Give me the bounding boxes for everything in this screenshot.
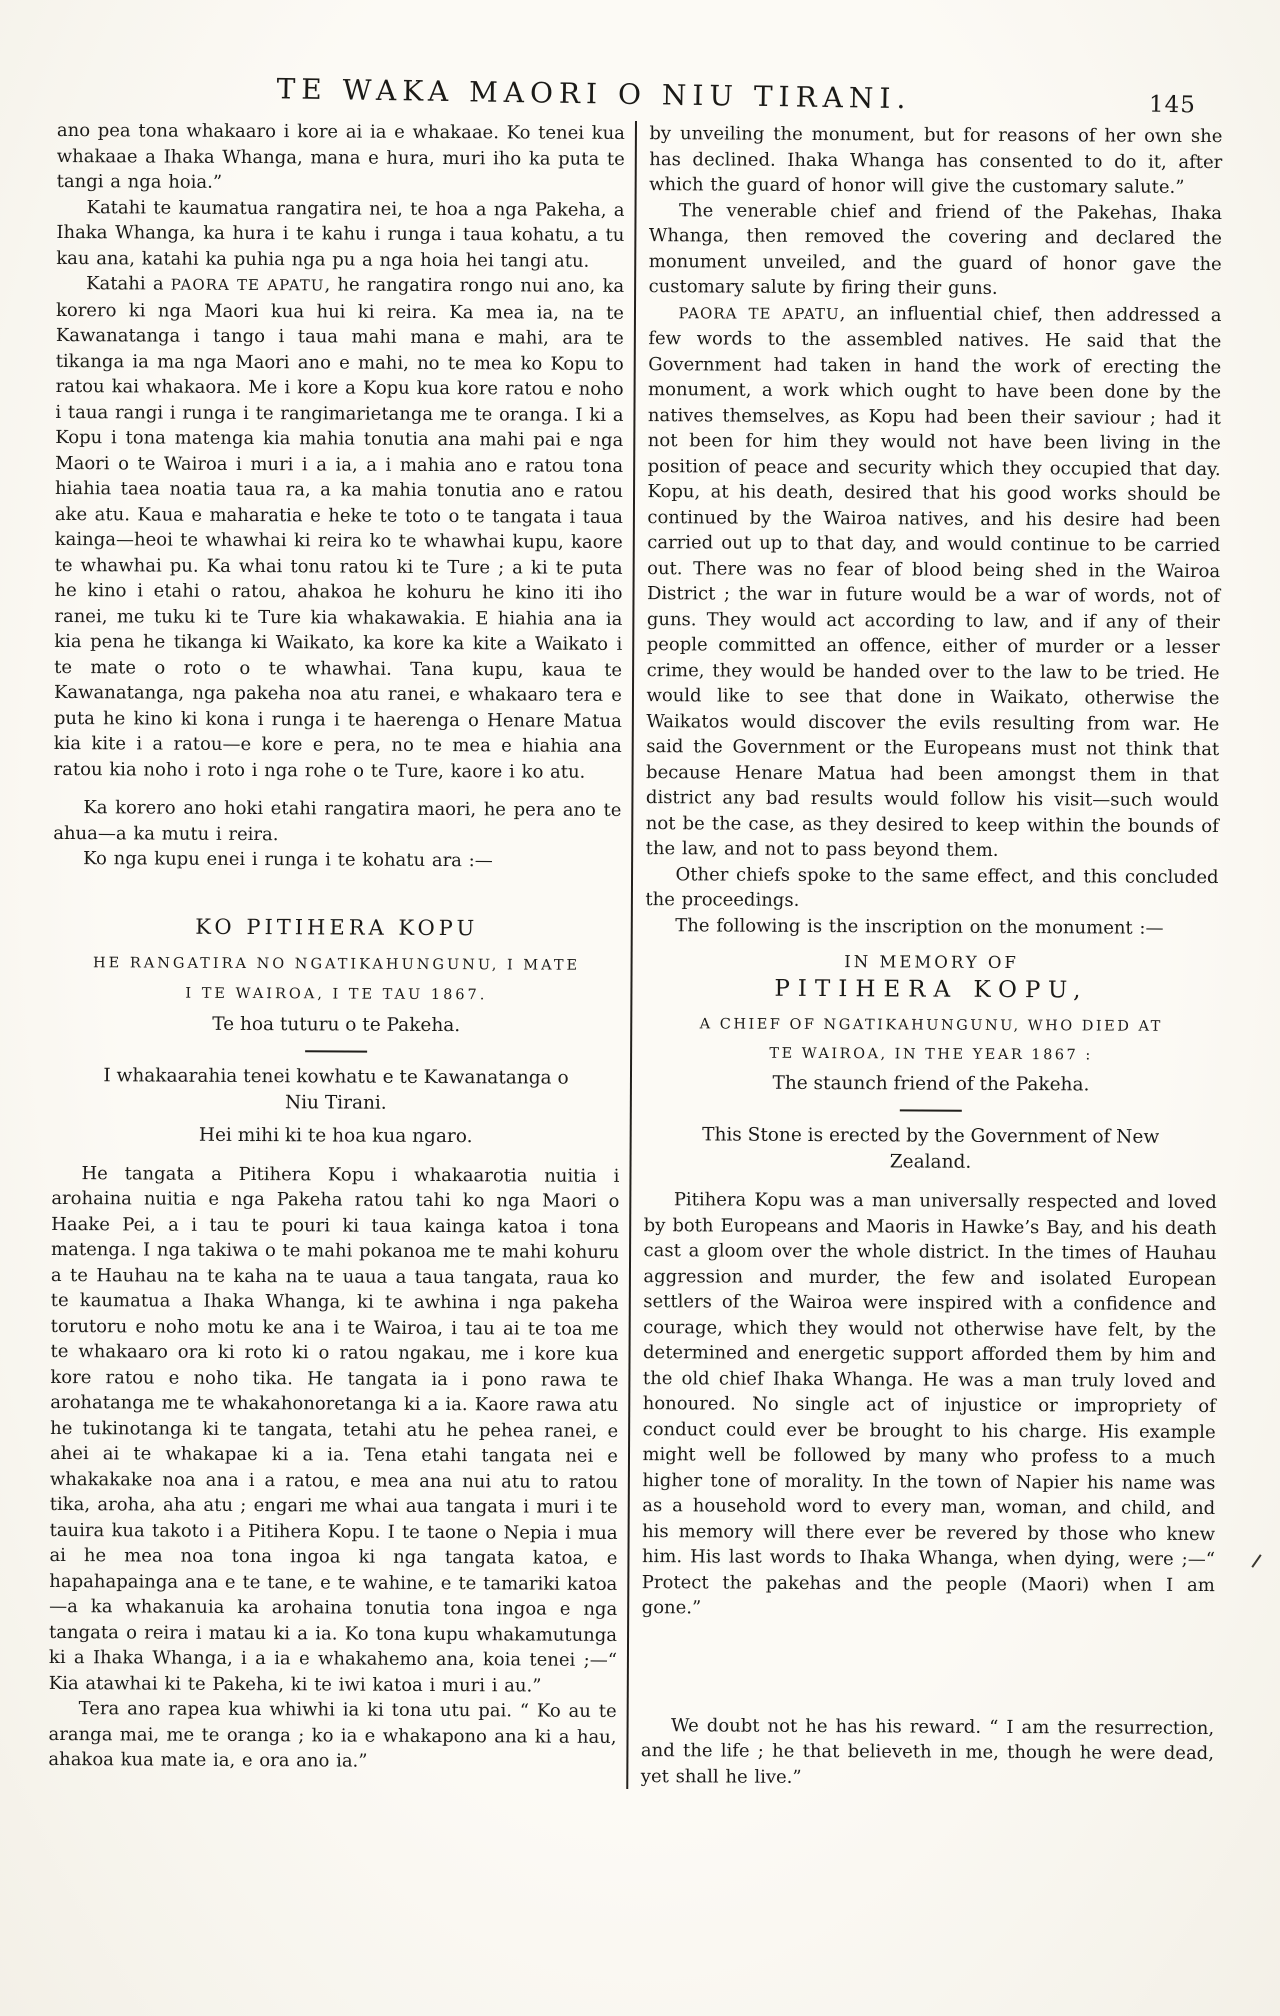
chief-name-smallcaps: PAORA TE APATU [678, 303, 840, 323]
page-title: TE WAKA MAORI O NIU TIRANI. [276, 72, 912, 116]
maori-dedication-line-1: I whakaarahia tenei kowhatu e te Kawanatanga o Niu Tirani. [103, 1064, 569, 1114]
maori-dedication-line-2: Hei mihi ki te hoa kua ngaro. [198, 1124, 473, 1147]
maori-para-scripture: Tera ano rapea kua whiwhi ia ki tona utu pai. “ Ko au te aranga mai, me te oranga ; ko ia e whakapono ana ki a hau, ahakoa kua mate ia, e ora ano ia.” [48, 1698, 617, 1772]
left-column-maori [48, 118, 625, 1789]
column-divider-rule [626, 121, 636, 1789]
english-para-scripture: We doubt not he has his reward. “ I am the resurrection, and the life ; he that believeth in me, though he were dead, yet shall he live.” [640, 1714, 1215, 1788]
stray-ink-mark [1251, 1554, 1261, 1567]
paragraph-body-text: , he rangatira rongo nui ano, ka korero ki nga Maori kua hui ki reira. Ka mea ia, na te Kawanatanga i tango i taua mahi mana e mahi, ara te tikanga ia ma nga Maori ano e mahi, no te mea ko Kopu to ratou kai whakaora. Me i kore a Kopu kua kore ratou e noho i taua rangi i runga i te rangimarietanga me te oranga. I ki a Kopu i tona matenga kia mahia tonutia ana mahi pai e nga Maori o te Wairoa i muri i a ia, a i mahia ano e ratou tona hiahia taea noatia taua ra, a ka mahia tonutia ano e ratou ake atu. Kaua e maharatia e heke te toto o te tangata i taua kainga—heoi te whawhai ki reira ko te whawhai kupu, kaore te whawhai pu. Ka whai tonu ratou ki te Ture ; a ki te puta he kino i etahi o ratou, ahakoa he kohuru he kino iti iho ranei, me tuku ki te Ture kia whakawakia. E hiahia ana ia kia pena he tikanga ki Waikato, ka kore ka kite a Waikato i te mate o roto o te whawhai. Tana kupu, kaua te Kawanatanga, nga pakeha noa atu ranei, e whakaaro tera e puta he kino ki kona i runga i te haerenga o Henare Matua kia kite i a ratou—e kore e pera, no te mea e hiahia ana ratou kia noho i roto i nga rohe o te Ture, kaore i ko atu. [53, 274, 625, 783]
maori-para-inscription-intro: Ko nga kupu enei i runga i te kohatu ara :— [83, 848, 493, 872]
english-para-other-chiefs: Other chiefs spoke to the same effect, and this concluded the proceedings. [645, 863, 1219, 911]
english-para-inscription-intro: The following is the inscription on the monument :— [675, 914, 1164, 939]
maori-inscription-line-1: HE RANGATIRA NO NGATIKAHUNGUNU, I MATE [92, 954, 581, 974]
english-dedication: This Stone is erected by the Government of New Zealand. [702, 1124, 1160, 1173]
english-para-continuation: by unveiling the monument, but for reasons of her own she has declined. Ihaka Whanga has consented to do it, after which the guard of honor will give the customary salute.” [649, 123, 1223, 198]
english-inscription-line-1: IN MEMORY OF [844, 952, 1019, 973]
english-para-eulogy: Pitihera Kopu was a man universally respected and loved by both Europeans and Maoris in Hawke’s Bay, and his death cast a gloom over the whole district. In the times of Hauhau aggression and murder, the few and isolated European settlers of the Wairoa were inspired with a confidence and courage, which they would not otherwise have felt, by the determined and energetic support afforded them by him and the old chief Ihaka Whanga. He was a man truly loved and honoured. No single act of injustice or impropriety of conduct could ever be brought to his charge. His example might well be followed by many who profess to a much higher tone of morality. In the town of Napier his name was as a household word to every man, woman, and child, and his memory will there ever be revered by those who knew him. His last words to Ihaka Whanga, when dying, were ;—“ Protect the pakehas and the people (Maori) when I am gone.” [641, 1189, 1217, 1619]
maori-para-other-chiefs: Ka korero ano hoki etahi rangatira maori, he pera ano te ahua—a ka mutu i reira. [53, 797, 622, 845]
maori-para-unveiling: Katahi te kaumatua rangatira nei, te hoa a nga Pakeha, a Ihaka Whanga, ka hura i te kahu i runga i taua kohatu, a tu kau ana, katahi ka puhia nga pu a nga hoia hei tangi atu. [56, 196, 625, 272]
section-divider-rule [900, 1109, 962, 1111]
maori-inscription-line-2: I TE WAIROA, I TE TAU 1867. [185, 985, 488, 1003]
right-column-english [641, 121, 1223, 1792]
english-inscription-line-2: A CHIEF OF NGATIKAHUNGUNU, WHO DIED AT [699, 1016, 1163, 1035]
maori-para-eulogy: He tangata a Pitihera Kopu i whakaarotia nuitia i arohaina nuitia e nga Pakeha ratou tahi ko nga Maori o Haake Pei, a i tau te pouri ki taua kainga katoa i tona matenga. I nga takiwa o te mahi pokanoa me te mahi kohuru a te Hauhau na te kaha na te uaua a taua tangata, raua ko te kaumatua a Ihaka Whanga, ki te awhina i nga pakeha torutoru e noho motu ke ana i te Wairoa, i tau ai te toa me te whakaaro ora ki roto ki o ratou ngakau, me i kore kua kore ratou e noho tika. He tangata ia i pono rawa te arohatanga me te whakahonoretanga ki a ia. Kaore rawa atu he tukinotanga ki te tangata, tetahi atu he pehea ranei, e ahei ai te whakapae ki a ia. Tena etahi tangata nei e whakakake noa ana i a ratou, e mea ana nui atu to ratou tika, aroha, aha atu ; engari me whai aua tangata i muri i te tauira kua takoto i a Pitihera Kopu. I te taone o Nepia i mua ai he mea noa tona ingoa ki nga tangata katoa, e hapahapainga ana e te tane, e te wahine, e te tamariki katoa—a ka whakanuia ka arohaina tonutia tona ingoa e nga tangata o reira i matau ki a ia. Ko tona kupu whakamutunga ki a Ihaka Whanga, i a ia e whakahemo ana, koia tenei ;—“ Kia atawhai ki te Pakeha, ki te iwi katoa i muri i au.” [48, 1162, 620, 1697]
paragraph-body-text: , an influential chief, then addressed a few words to the assembled natives. He said that the Government had taken in hand the work of erecting the monument, a work which ought to have been done by the natives themselves, as Kopu had been their saviour ; had it not been for him they would not have been living in the position of peace and security which they occupied that day. Kopu, at his death, desired that his good works should be continued by the Wairoa natives, and his desire had been carried out up to that day, and would continue to be carried out. There was no fear of blood being shed in the Wairoa District ; the war in future would be a war of words, not of guns. They would act according to law, and if any of their people committed an offence, either of murder or a lesser crime, they would be handed over to the law to be tried. He would like to see that done in Waikato, otherwise the Waikatos would discover the evils resulting from war. He said the Government or the Europeans must not think that because Henare Matua had been amongst them in that district any bad results would follow his visit—such would not be the case, as they desired to keep within the bounds of the law, and not to pass beyond them. [645, 302, 1222, 861]
chief-name-smallcaps: PAORA TE APATU [170, 275, 325, 295]
maori-para-paora-speech [54, 271, 625, 785]
maori-inscription-line-3: Te hoa tuturu o te Pakeha. [212, 1013, 461, 1036]
page-number: 145 [1148, 91, 1197, 119]
section-divider-rule [305, 1050, 367, 1052]
two-column-text-block [48, 118, 1223, 1792]
english-inscription-line-4: The staunch friend of the Pakeha. [772, 1072, 1090, 1096]
english-inscription-name: PITIHERA KOPU, [774, 975, 1089, 1004]
english-para-unveiling: The venerable chief and friend of the Pakehas, Ihaka Whanga, then removed the covering and declared the monument unveiled, and the guard of honor gave the customary salute by firing their guns. [648, 199, 1223, 299]
maori-para-continuation: ano pea tona whakaaro i kore ai ia e whakaae. Ko tenei kua whakaae a Ihaka Whanga, mana e hura, muri iho ka puta te tangi a nga hoia.” [56, 119, 625, 193]
paragraph-lead-text: Katahi a [86, 273, 171, 295]
maori-inscription-title: KO PITIHERA KOPU [195, 914, 479, 940]
english-para-paora-speech [646, 300, 1222, 865]
english-inscription-line-3: TE WAIROA, IN THE YEAR 1867 : [769, 1045, 1093, 1064]
